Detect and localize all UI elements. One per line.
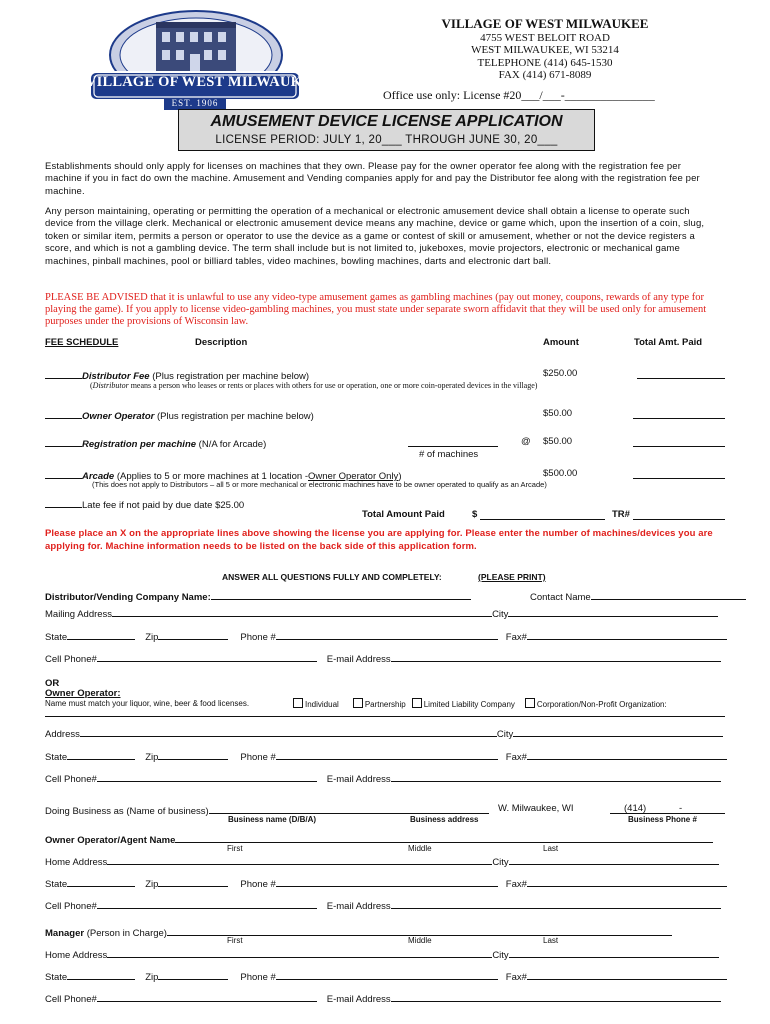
manager-fax-label: Fax# [505, 972, 527, 983]
owner-operator-line[interactable] [45, 408, 82, 419]
dist-fax-label: Fax# [505, 632, 527, 643]
manager-phone-field[interactable] [276, 969, 498, 980]
owner-operator-total-line[interactable] [633, 408, 725, 419]
intro-paragraph-1: Establishments should only apply for licenses on machines that they own. Please pay for the owner operator fee along with the registration fee per machine if you in fact do own the machine. Amusement and Vending companies apply for and pay the Distributor fee along with the registration fee per machine. [45, 161, 700, 197]
manager-home-field[interactable] [107, 947, 492, 958]
agent-cell-label: Cell Phone# [45, 901, 97, 912]
agent-middle-caption: Middle [408, 844, 432, 853]
owner-city-label: City [496, 729, 514, 740]
agent-zip-label: Zip [145, 879, 159, 890]
dist-phone-label: Phone # [240, 632, 276, 643]
agent-state-row [45, 876, 727, 890]
dist-zip-label: Zip [145, 632, 159, 643]
owner-operator-row [45, 408, 314, 422]
dist-state-label: State [45, 632, 68, 643]
manager-city-label: City [492, 950, 509, 961]
agent-email-field[interactable] [391, 898, 721, 909]
dist-cell-field[interactable] [97, 651, 317, 662]
village-address-1: 4755 WEST BELOIT ROAD [480, 31, 610, 44]
agent-phone-label: Phone # [240, 879, 276, 890]
gambling-warning: PLEASE BE ADVISED that it is unlawful to use any video-type amusement games as gambling machines (pay out money, coupons, rewards of any type for playing the game). If you apply to license video-gambling machines, you must state under separate sworn affidavit that they will be used only for amusement purposes under the provisions of Wisconsin law. [45, 292, 707, 327]
manager-email-field[interactable] [391, 991, 721, 1002]
instruction-text: Please place an X on the appropriate lines above showing the license you are applying for. Please enter the number of machines/devices you are applying for. Machine information needs to be listed on the back side of this application form. [45, 528, 713, 552]
agent-last-caption: Last [543, 844, 559, 853]
amount-header: Amount [543, 337, 579, 348]
or-label: OR [45, 678, 60, 689]
business-phone-caption: Business Phone # [628, 815, 697, 824]
arcade-line[interactable] [45, 468, 82, 479]
agent-cell-row [45, 898, 721, 912]
owner-phone-field[interactable] [276, 749, 498, 760]
owner-email-field[interactable] [391, 771, 721, 782]
distributor-fee-line[interactable] [45, 368, 82, 379]
manager-last-caption: Last [543, 936, 559, 945]
dist-cell-row [45, 651, 721, 665]
owner-operator-desc: (Plus registration per machine below) [154, 411, 314, 422]
distributor-fee-amount: $250.00 [543, 368, 578, 379]
office-use-license-number[interactable]: Office use only: License #20___/___-_______________ [383, 88, 655, 102]
manager-name-row [45, 925, 672, 939]
village-seal-logo [86, 10, 322, 110]
manager-cell-row [45, 991, 721, 1005]
owner-operator-label: Owner Operator [82, 411, 155, 422]
agent-zip-field[interactable] [158, 876, 228, 887]
total-dollar-sign: $ [472, 509, 478, 520]
owner-address-field[interactable] [80, 726, 497, 737]
manager-name-label: Manager [45, 928, 85, 939]
manager-phone-label: Phone # [240, 972, 276, 983]
mailing-city-field[interactable] [508, 606, 718, 617]
dist-cell-label: Cell Phone# [45, 654, 97, 665]
manager-cell-label: Cell Phone# [45, 994, 97, 1005]
agent-state-field[interactable] [67, 876, 135, 887]
total-amount-label: Total Amount Paid [362, 509, 445, 520]
title-box [178, 109, 595, 151]
dist-phone-field[interactable] [276, 629, 498, 640]
business-city-text: W. Milwaukee, WI [498, 803, 574, 814]
agent-fax-label: Fax# [505, 879, 527, 890]
tr-number-label: TR# [612, 509, 630, 520]
manager-state-row [45, 969, 727, 983]
arcade-desc: (Applies to 5 or more machines at 1 location - [114, 471, 309, 482]
arcade-label: Arcade [82, 471, 115, 482]
fee-schedule-header: FEE SCHEDULE [45, 337, 119, 348]
owner-name-field[interactable] [45, 706, 725, 717]
partnership-label: Partnership [364, 700, 406, 709]
llc-label: Limited Liability Company [423, 700, 515, 709]
license-period[interactable]: LICENSE PERIOD: JULY 1, 20___ THROUGH JUNE 30, 20___ [215, 134, 558, 146]
business-address-caption: Business address [410, 815, 479, 824]
business-area-code: (414) [624, 803, 647, 814]
agent-name-row [45, 832, 713, 846]
description-header: Description [195, 337, 248, 348]
distributor-fee-desc: (Plus registration per machine below) [149, 371, 310, 382]
registration-total-line[interactable] [633, 436, 725, 447]
owner-city-field[interactable] [513, 726, 723, 737]
owner-cell-label: Cell Phone# [45, 774, 97, 785]
owner-phone-label: Phone # [240, 752, 276, 763]
business-phone-field[interactable] [610, 803, 725, 814]
owner-address-row [45, 726, 723, 740]
arcade-close-paren: ) [398, 471, 402, 482]
registration-desc: (N/A for Arcade) [196, 439, 267, 450]
logo-banner-text: VILLAGE OF WEST MILWAUKEE [86, 74, 322, 90]
distributor-definition: (Distributor means a person who leases or rents or places with others for use or operation, one or more coin-operated devices in the village) [90, 381, 538, 390]
registration-row [45, 436, 266, 450]
manager-cell-field[interactable] [97, 991, 317, 1002]
application-title: AMUSEMENT DEVICE LICENSE APPLICATION [210, 113, 563, 130]
registration-label: Registration per machine [82, 439, 197, 450]
dist-state-field[interactable] [67, 629, 135, 640]
tr-number-line[interactable] [633, 509, 725, 520]
owner-operator-heading: Owner Operator: [45, 688, 121, 699]
village-fax: FAX (414) 671-8089 [498, 69, 592, 81]
please-print: (PLEASE PRINT) [478, 572, 546, 582]
manager-email-label: E-mail Address [326, 994, 391, 1005]
manager-middle-caption: Middle [408, 936, 432, 945]
manager-state-field[interactable] [67, 969, 135, 980]
village-address-2: WEST MILWAUKEE, WI 53214 [471, 44, 619, 56]
machine-count-label: # of machines [419, 449, 479, 460]
dist-state-row [45, 629, 727, 643]
agent-home-field[interactable] [107, 854, 492, 865]
dist-email-label: E-mail Address [326, 654, 391, 665]
owner-zip-label: Zip [145, 752, 159, 763]
dba-label: Doing Business as (Name of business) [45, 806, 209, 817]
contact-name-row [530, 589, 746, 603]
manager-fax-field[interactable] [527, 969, 727, 980]
distributor-company-row [45, 589, 471, 603]
agent-first-caption: First [227, 844, 243, 853]
owner-state-field[interactable] [67, 749, 135, 760]
village-telephone: TELEPHONE (414) 645-1530 [477, 56, 613, 69]
manager-zip-label: Zip [145, 972, 159, 983]
agent-city-label: City [492, 857, 509, 868]
registration-line[interactable] [45, 436, 82, 447]
business-name-caption: Business name (D/B/A) [228, 815, 317, 824]
owner-state-label: State [45, 752, 68, 763]
manager-name-desc: (Person in Charge) [84, 928, 167, 939]
machine-count-line[interactable] [408, 436, 498, 447]
late-fee-label: Late fee if not paid by due date $25.00 [82, 500, 245, 511]
agent-home-label: Home Address [45, 857, 108, 868]
arcade-total-line[interactable] [633, 468, 725, 479]
manager-home-label: Home Address [45, 950, 108, 961]
dist-fax-field[interactable] [527, 629, 727, 640]
agent-phone-field[interactable] [276, 876, 498, 887]
owner-state-row [45, 749, 727, 763]
distributor-definition-text: means a person who leases or rents or places with others for use or operation, one or more coin-operated devices in the village) [128, 381, 538, 390]
distributor-company-field[interactable] [211, 589, 471, 600]
owner-fax-label: Fax# [505, 752, 527, 763]
logo-established-text: EST. 1906 [171, 98, 219, 108]
agent-cell-field[interactable] [97, 898, 317, 909]
contact-name-field[interactable] [591, 589, 746, 600]
arcade-owner-only: Owner Operator Only [308, 471, 399, 482]
dist-email-field[interactable] [391, 651, 721, 662]
dba-field[interactable] [209, 803, 489, 814]
owner-zip-field[interactable] [158, 749, 228, 760]
total-paid-header: Total Amt. Paid [634, 337, 703, 348]
late-fee-line[interactable] [45, 497, 82, 508]
name-must-match: Name must match your liquor, wine, beer & food licenses. [45, 699, 250, 708]
owner-cell-row [45, 771, 721, 785]
dist-zip-field[interactable] [158, 629, 228, 640]
distributor-company-label: Distributor/Vending Company Name: [45, 592, 211, 603]
village-name: VILLAGE OF WEST MILWAUKEE [441, 16, 649, 31]
manager-first-caption: First [227, 936, 243, 945]
mailing-address-field[interactable] [112, 606, 492, 617]
mailing-address-label: Mailing Address [45, 609, 113, 620]
at-sign: @ [521, 436, 531, 447]
contact-name-label: Contact Name [530, 592, 591, 603]
corporation-label: Corporation/Non-Profit Organization: [536, 700, 667, 709]
total-amount-line[interactable] [480, 509, 605, 520]
manager-zip-field[interactable] [158, 969, 228, 980]
distributor-fee-label: Distributor Fee [82, 371, 150, 382]
arcade-amount: $500.00 [543, 468, 578, 479]
business-phone-dash: - [679, 803, 683, 814]
manager-city-field[interactable] [509, 947, 719, 958]
agent-name-label: Owner Operator/Agent Name [45, 835, 176, 846]
intro-paragraph-2: Any person maintaining, operating or permitting the operation of a mechanical or electronic amusement device shall obtain a license to operate such device from the village clerk. Mechanical or electronic amusement device means any machine, device or game which, upon the insertion of a coin, slug, token or similar item, permits a person or operator to use the device as a game or contest of skill or amusement, whether or not the device registers a score, and which is not a gambling device. The term shall include but is not limited to, jukeboxes, movie projectors, electronic or mechanical game machines, pinball machines, pool or billiard tables, video machines, bowling machines, darts and electronic dart ball. [45, 206, 705, 267]
owner-operator-amount: $50.00 [543, 408, 573, 419]
agent-city-field[interactable] [509, 854, 719, 865]
agent-fax-field[interactable] [527, 876, 727, 887]
owner-address-label: Address [45, 729, 80, 740]
agent-email-label: E-mail Address [326, 901, 391, 912]
agent-name-field[interactable] [175, 832, 713, 843]
arcade-note: (This does not apply to Distributors – all 5 or more mechanical or electronic machines have to be owner operated to qualify as an Arcade) [92, 480, 547, 489]
agent-state-label: State [45, 879, 68, 890]
distributor-definition-term: Distributor [92, 381, 129, 390]
agent-home-row [45, 854, 719, 868]
registration-amount: $50.00 [543, 436, 573, 447]
owner-cell-field[interactable] [97, 771, 317, 782]
answer-all-questions: ANSWER ALL QUESTIONS FULLY AND COMPLETELY: [222, 572, 442, 582]
manager-home-row [45, 947, 719, 961]
manager-name-field[interactable] [167, 925, 672, 936]
late-fee-row [45, 497, 244, 511]
owner-fax-field[interactable] [527, 749, 727, 760]
individual-label: Individual [305, 700, 339, 709]
mailing-address-row [45, 606, 718, 620]
manager-state-label: State [45, 972, 68, 983]
distributor-total-line[interactable] [637, 368, 725, 379]
village-header [380, 18, 710, 82]
distributor-fee-row [45, 368, 309, 382]
mailing-city-label: City [492, 609, 509, 620]
owner-email-label: E-mail Address [326, 774, 391, 785]
